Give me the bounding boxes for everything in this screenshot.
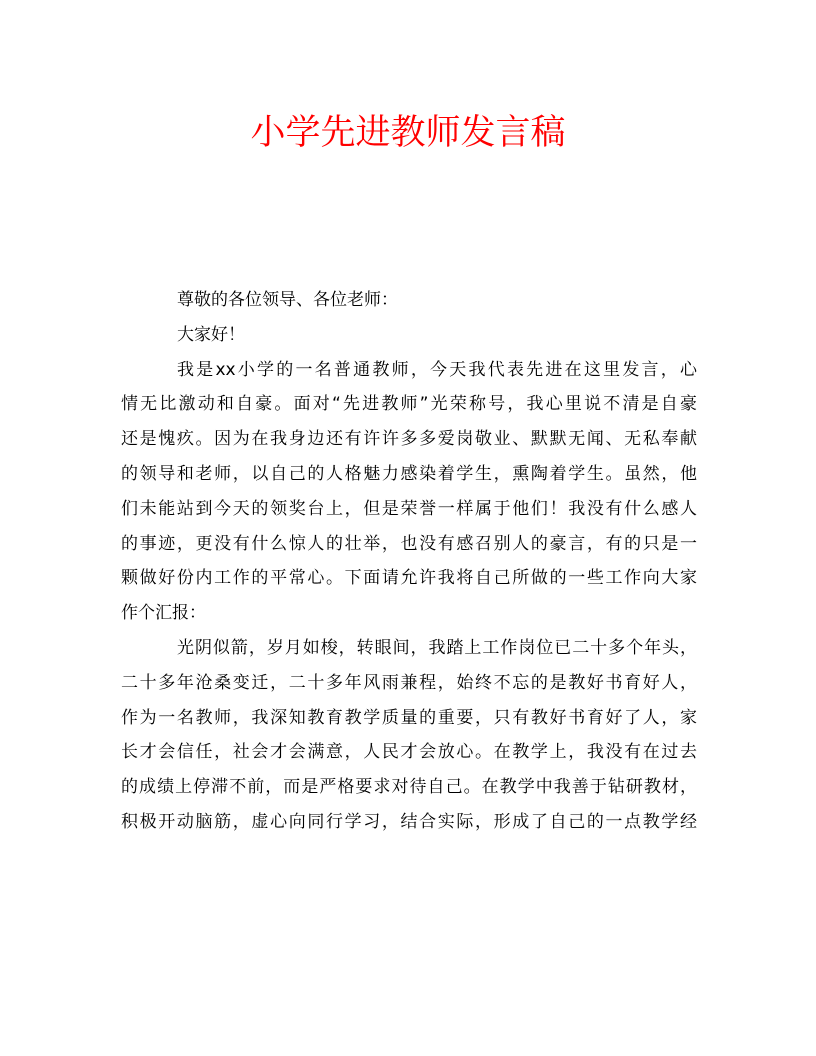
paragraph-line: 光阴似箭，岁月如梭，转眼间，我踏上工作岗位已二十多个年头，: [177, 637, 697, 658]
greeting-line: 大家好！: [177, 324, 245, 345]
paragraph-line: 作个汇报：: [121, 603, 206, 624]
paragraph-line: 我是xx小学的一名普通教师，今天我代表先进在这里发言，心: [177, 359, 697, 380]
paragraph-line: 的事迹，更没有什么惊人的壮举，也没有感召别人的豪言，有的只是一: [121, 533, 697, 554]
paragraph-line: 积极开动脑筋，虚心向同行学习，结合实际，形成了自己的一点教学经: [121, 811, 697, 832]
paragraph-line: 的成绩上停滞不前，而是严格要求对待自己。在教学中我善于钻研教材，: [121, 777, 697, 798]
paragraph-line: 还是愧疚。因为在我身边还有许许多多爱岗敬业、默默无闻、无私奉献: [121, 429, 697, 450]
paragraph-line: 的领导和老师，以自己的人格魅力感染着学生，熏陶着学生。虽然，他: [121, 463, 697, 484]
paragraph-line: 作为一名教师，我深知教育教学质量的重要，只有教好书育好了人，家: [121, 707, 697, 728]
document-title: 小学先进教师发言稿: [250, 113, 566, 153]
paragraph-line: 二十多年沧桑变迁，二十多年风雨兼程，始终不忘的是教好书育好人，: [121, 672, 697, 693]
paragraph-line: 情无比激动和自豪。面对“先进教师”光荣称号，我心里说不清是自豪: [121, 394, 697, 415]
document-body: [121, 283, 697, 840]
paragraph-line: 长才会信任，社会才会满意，人民才会放心。在教学上，我没有在过去: [121, 742, 697, 763]
salutation-line: 尊敬的各位领导、各位老师：: [177, 290, 398, 310]
paragraph-line: 颗做好份内工作的平常心。下面请允许我将自己所做的一些工作向大家: [121, 568, 697, 589]
paragraph-line: 们未能站到今天的领奖台上，但是荣誉一样属于他们！我没有什么感人: [121, 498, 697, 519]
